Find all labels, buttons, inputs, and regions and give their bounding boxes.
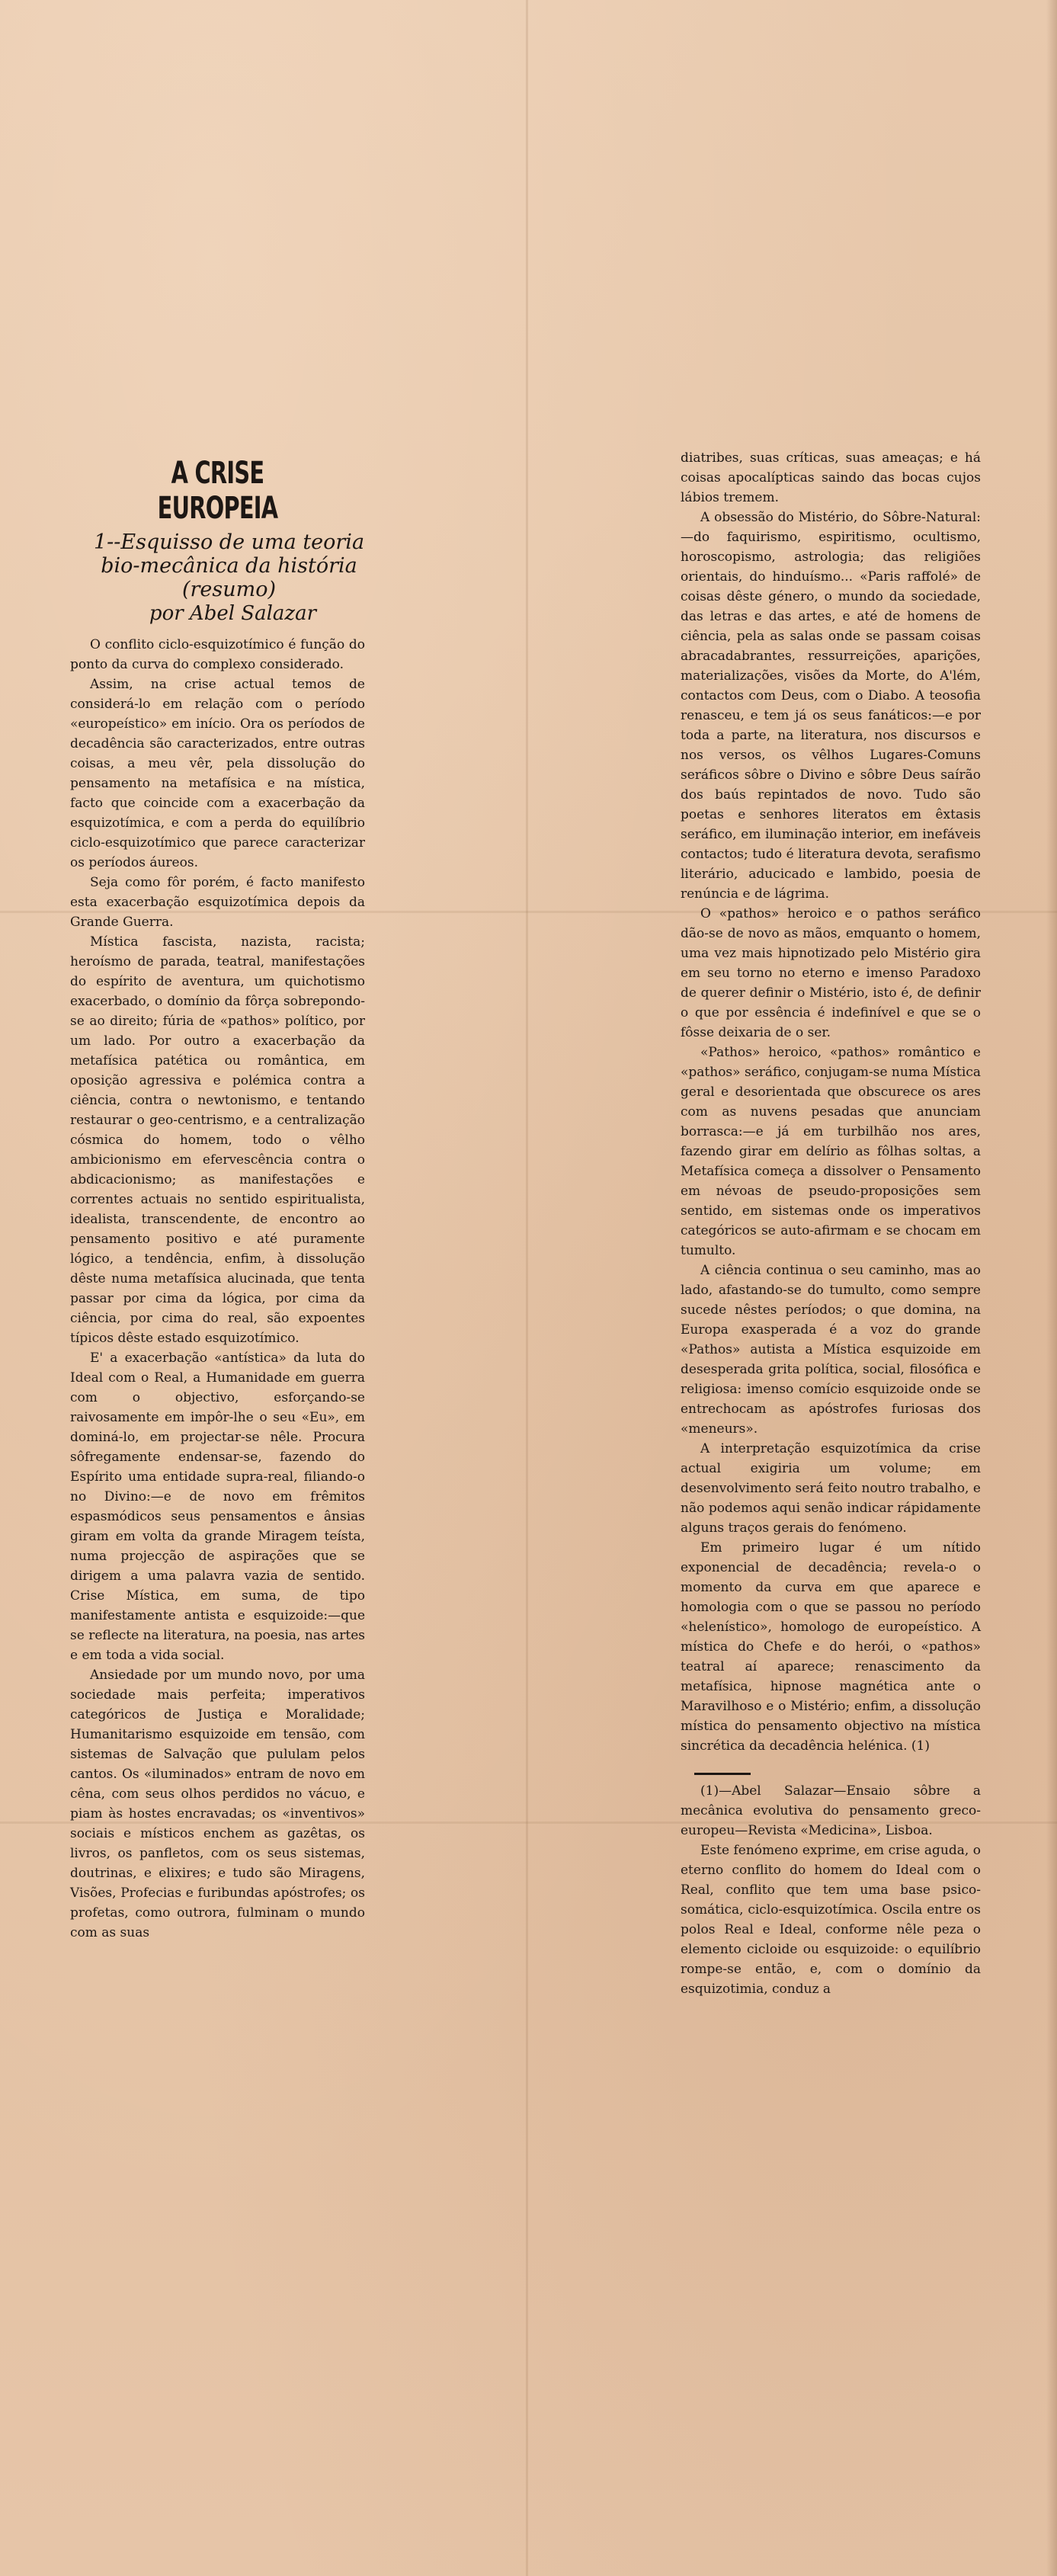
- paragraph: «Pathos» heroico, «pathos» romântico e «pathos» seráfico, conjugam-se numa Mística geral e desorientada que obscurece os ares com as nuvens pesadas que anunciam borrasca:—e já em turbilhão nos ares, fazendo girar em delírio as fôlhas soltas, a Metafísica começa a dissolver o Pensamento em névoas de pseudo-proposições sem sentido, em sistemas onde os imperativos categóricos se auto-afirmam e se chocam em tumulto.: [681, 1045, 981, 1258]
- article-title: A CRISE EUROPEIA: [157, 456, 278, 526]
- paragraph: A interpretação esquizotímica da crise actual exigiria um volume; em desenvolvimento será feito noutro trabalho, e não podemos aqui senão indicar rápidamente alguns traços gerais do fenómeno.: [681, 1441, 981, 1536]
- paragraph: Ansiedade por um mundo novo, por uma sociedade mais perfeita; imperativos categóricos de Justiça e Moralidade; Humanitarismo esquizoide em tensão, com sistemas de Salvação que pululam pelos cantos. Os «iluminados» entram de novo em cêna, com seus olhos perdidos no vácuo, e piam às hostes encravadas; os «inventivos» sociais e místicos enchem as gazêtas, os livros, os panfletos, com os seus sistemas, doutrinas, e elixires; e tudo são Miragens, Visões, Profecias e furibundas apóstrofes; os profetas, como outrora, fulminam o mundo com as suas: [70, 1668, 365, 1940]
- footnote: (1)—Abel Salazar—Ensaio sôbre a mecânica evolutiva do pensamento greco-europeu—Revista «Medicina», Lisboa.: [681, 1783, 981, 1838]
- paragraph: Mística fascista, nazista, racista; heroísmo de parada, teatral, manifestações do espírito de aventura, um quichotismo exacerbado, o domínio da fôrça sobrepondo-se ao direito; fúria de «pathos» político, por um lado. Por outro a exacerbação da metafísica patética ou romântica, em oposição agressiva e polémica contra a ciência, contra o newtonismo, e tentando restaurar o geo-centrismo, e a centralização cósmica do homem, todo o vêlho ambicionismo em efervescência contra o abdicacionismo; as manifestações e correntes actuais no sentido espiritualista, idealista, transcendente, de encontro ao pensamento positivo e até puramente lógico, a tendência, enfim, à dissolução dêste numa metafísica alucinada, que tenta passar por cima da lógica, por cima da ciência, por cima do real, são expoentes típicos dêste estado esquizotímico.: [70, 934, 365, 1346]
- subtitle-line: bio-mecânica da história: [101, 554, 357, 578]
- paper-edge-shadow: [1046, 0, 1057, 2576]
- paragraph: Assim, na crise actual temos de considerá-lo em relação com o período «europeístico» em início. Ora os períodos de decadência são caracterizados, entre outras coisas, a meu vêr, pela dissolução do pensamento na metafísica e na mística, facto que coincide com a exacerbação da esquizotímica, e com a perda do equilíbrio ciclo-esquizotímico que parece caracterizar os períodos áureos.: [70, 677, 365, 870]
- paragraph: Em primeiro lugar é um nítido exponencial de decadência; revela-o o momento da curva em que aparece e homologia com o que se passou no período «helenístico», homologo de europeístico. A mística do Chefe e do herói, o «pathos» teatral aí aparece; renascimento da metafísica, hipnose magnética ante o Maravilhoso e o Mistério; enfim, a dissolução mística do pensamento objectivo na mística sincrética da decadência helénica. (1): [681, 1540, 981, 1754]
- paragraph: O conflito ciclo-esquizotímico é função do ponto da curva do complexo considerado.: [70, 637, 365, 672]
- left-column: [70, 456, 365, 1943]
- footnote-divider: [694, 1773, 751, 1775]
- paragraph: Seja como fôr porém, é facto manifesto esta exacerbação esquizotímica depois da Grande Guerra.: [70, 875, 365, 930]
- author-byline: por Abel Salazar: [149, 602, 317, 625]
- paper-fold-vertical: [526, 0, 528, 2576]
- paragraph: Este fenómeno exprime, em crise aguda, o eterno conflito do homem do Ideal com o Real, conflito que tem uma base psico-somática, ciclo-esquizotímica. Oscila entre os polos Real e Ideal, conforme nêle peza o elemento cicloide ou esquizoide: o equilíbrio rompe-se então, e, com o domínio da esquizotimia, conduz a: [681, 1843, 981, 1997]
- paragraph: O «pathos» heroico e o pathos seráfico dão-se de novo as mãos, emquanto o homem, uma vez mais hipnotizado pelo Mistério gira em seu torno no eterno e imenso Paradoxo de querer definir o Mistério, isto é, de definir o que por essência é indefinível e que se o fôsse deixaria de o ser.: [681, 906, 981, 1040]
- paragraph: A obsessão do Mistério, do Sôbre-Natural:—do faquirismo, espiritismo, ocultismo, horoscopismo, astrologia; das religiões orientais, do hinduísmo... «Paris raffolé» de coisas dêste género, o mundo da sociedade, das letras e das artes, e até de homens de ciência, pela as salas onde se passam coisas abracadabrantes, ressurreições, aparições, materializações, visões da Morte, do A'lém, contactos com Deus, com o Diabo. A teosofia renasceu, e tem já os seus fanáticos:—e por toda a parte, na literatura, nos discursos e nos versos, os vêlhos Lugares-Comuns seráficos sôbre o Divino e sôbre Deus saírão dos baús repintados de novo. Tudo são poetas e senhores literatos em êxtasis seráfico, em iluminação interior, em inefáveis contactos; tudo é literatura devota, serafismo literário, aducicado e lambido, poesia de renúncia e de lágrima.: [681, 510, 981, 902]
- subtitle-line: (resumo): [181, 578, 277, 601]
- paragraph: A ciência continua o seu caminho, mas ao lado, afastando-se do tumulto, como sempre sucede nêstes períodos; o que domina, na Europa exasperada é a voz do grande «Pathos» autista a Mística esquizoide em desesperada grita política, social, filosófica e religiosa: imenso comício esquizoide onde se entrechocam as apóstrofes furiosas dos «meneurs».: [681, 1263, 981, 1437]
- subtitle-line: 1--Esquisso de uma teoria: [93, 530, 365, 554]
- paragraph: E' a exacerbação «antística» da luta do Ideal com o Real, a Humanidade em guerra com o objectivo, esforçando-se raivosamente em impôr-lhe o seu «Eu», em dominá-lo, em projectar-se nêle. Procura sôfregamente endensar-se, fazendo do Espírito uma entidade supra-real, filiando-o no Divino:—e de novo em frêmitos espasmódicos seus pensamentos e ânsias giram em volta da grande Miragem teísta, numa projecção de aspirações que se dirigem a uma palavra vazia de sentido. Crise Mística, em suma, de tipo manifestamente antista e esquizoide:—que se reflecte na literatura, na poesia, nas artes e em toda a vida social.: [70, 1350, 365, 1663]
- paragraph: diatribes, suas críticas, suas ameaças; e há coisas apocalípticas saindo das bocas cujos lábios tremem.: [681, 450, 981, 505]
- right-column: [681, 448, 981, 1999]
